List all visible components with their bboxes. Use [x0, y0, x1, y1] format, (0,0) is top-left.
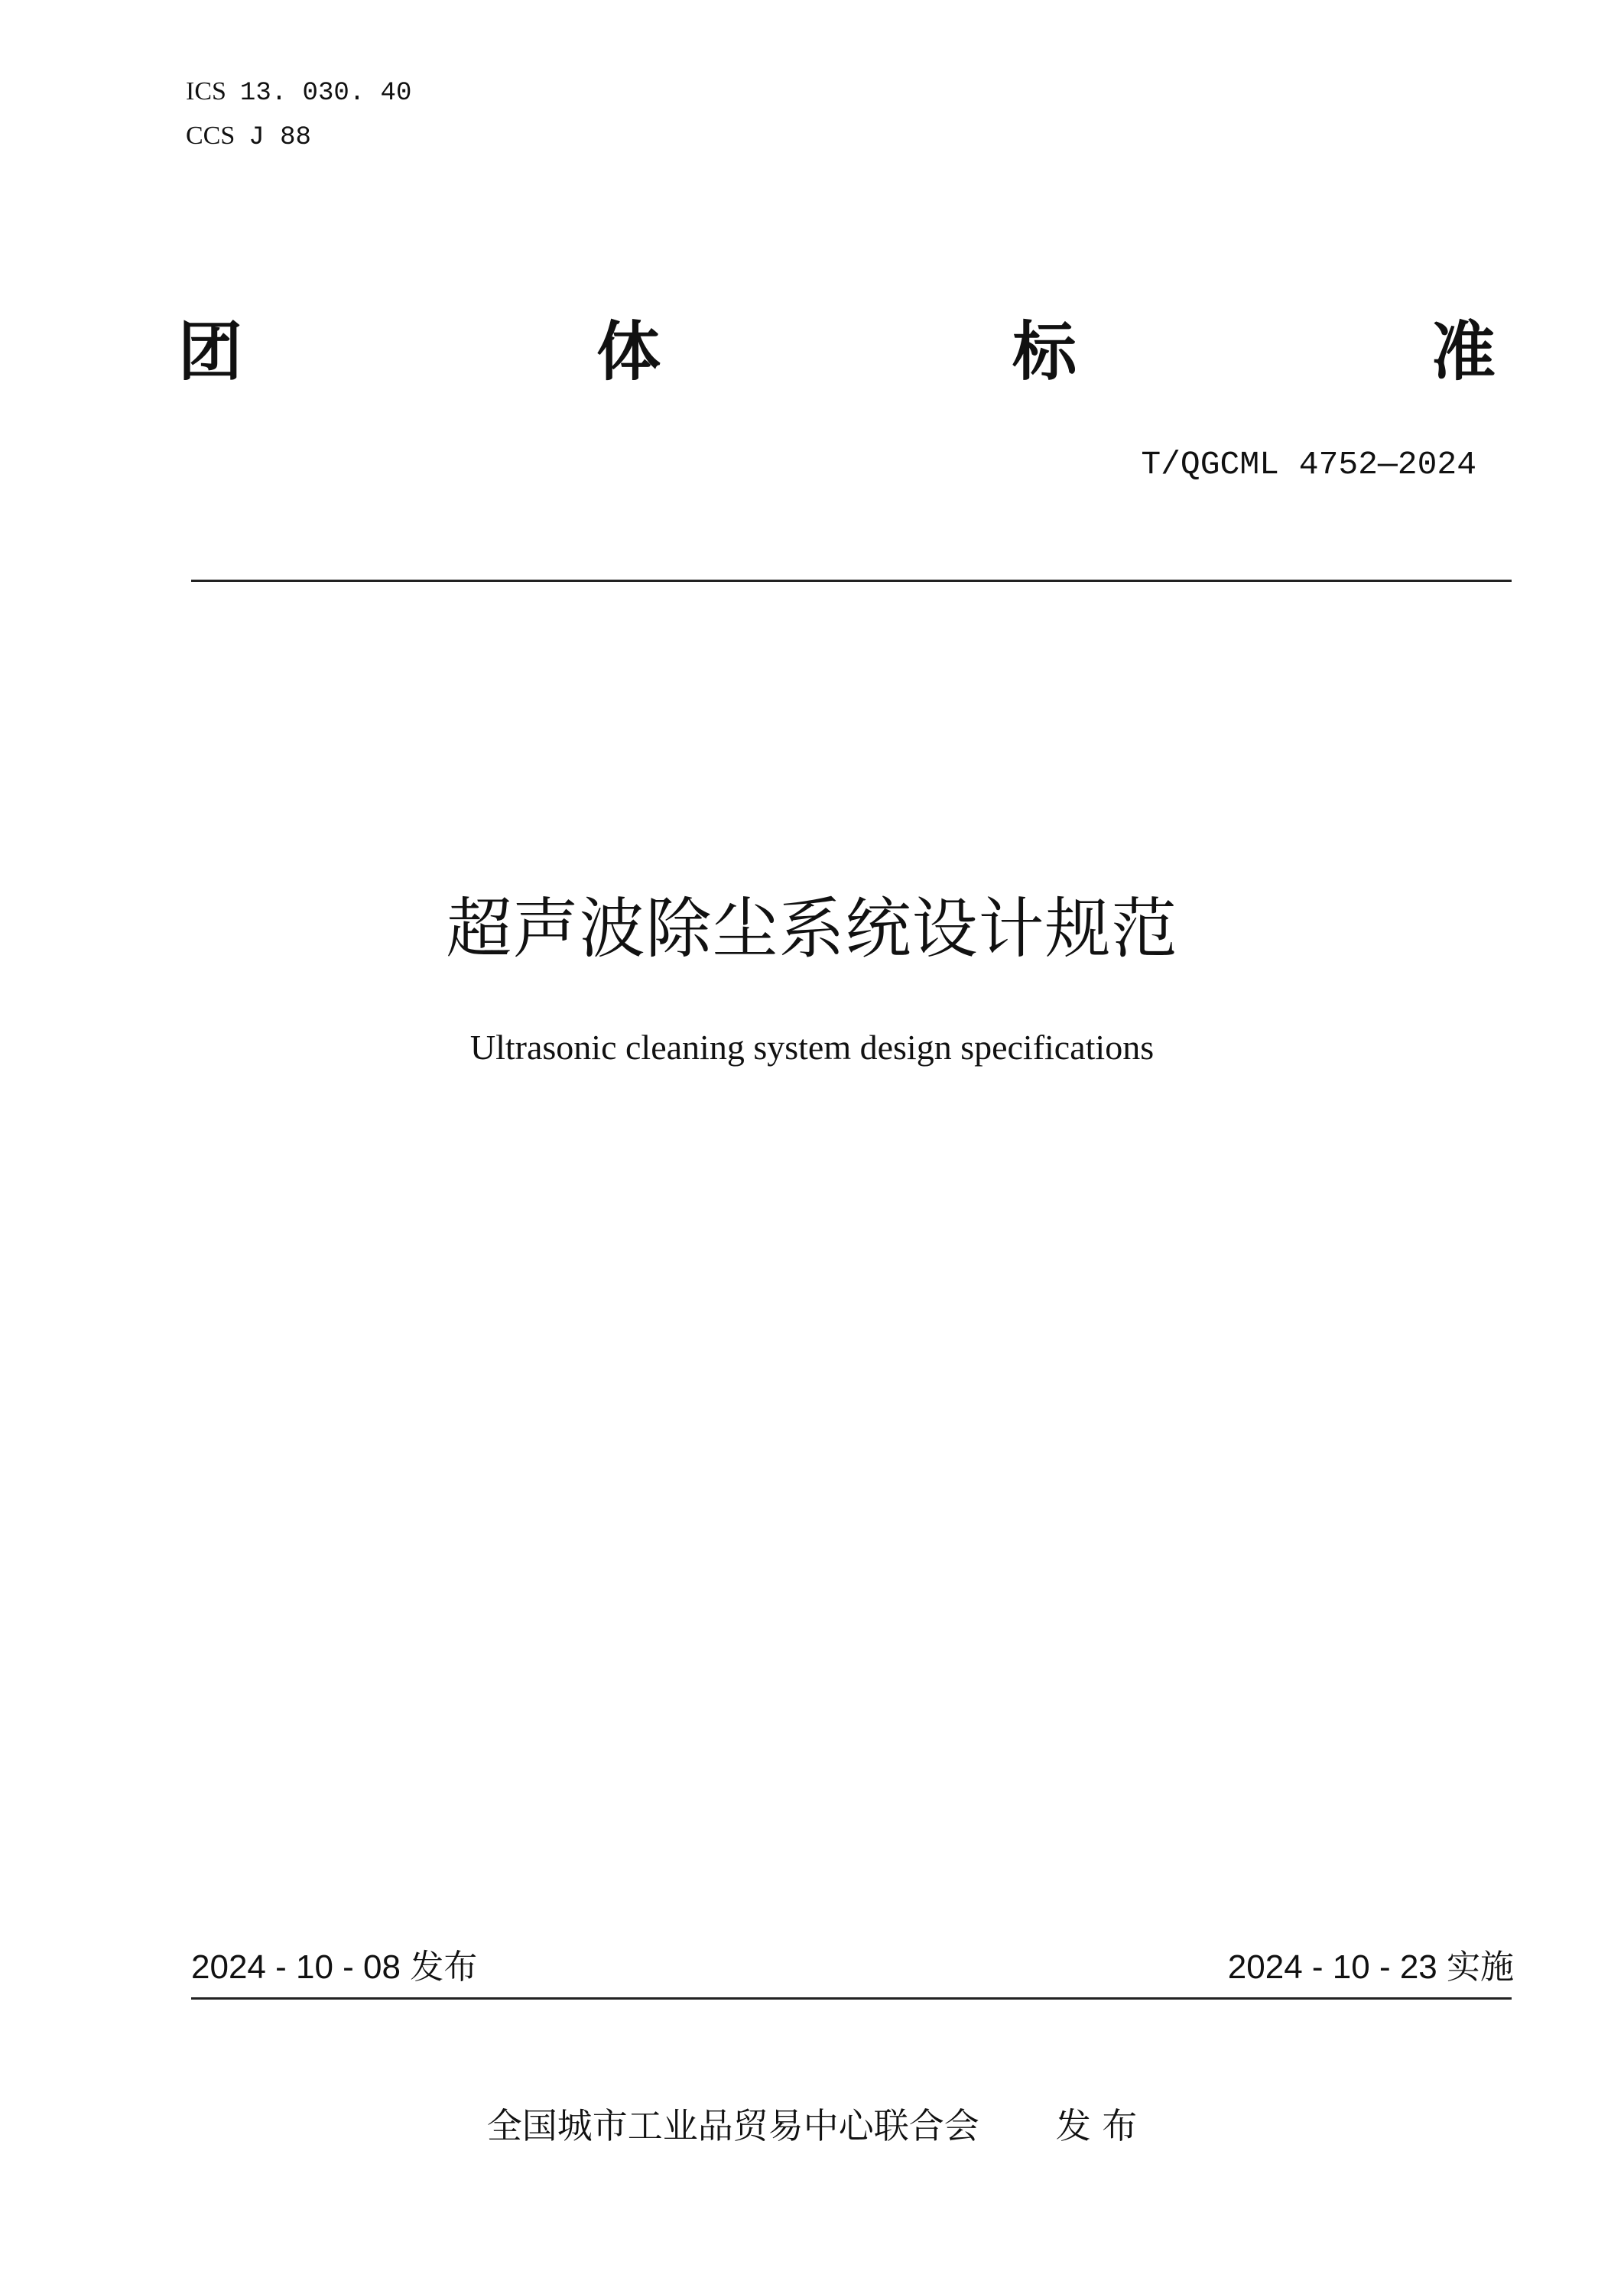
publisher-organization: 全国城市工业品贸易中心联合会	[486, 2105, 979, 2146]
ccs-value: J 88	[248, 123, 311, 152]
standard-type-char-2: 体	[596, 314, 661, 389]
document-title-english: Ultrasonic cleaning system design specifications	[469, 1028, 1155, 1067]
document-title-chinese: 超声波除尘系统设计规范	[446, 891, 1178, 967]
standard-type-char-1: 团	[178, 314, 243, 389]
footer-divider	[191, 1997, 1512, 2000]
publisher-action: 发 布	[1055, 2105, 1138, 2146]
standard-type-char-4: 准	[1431, 314, 1496, 389]
standard-number: T/QGCML 4752—2024	[1141, 446, 1476, 483]
ccs-code	[186, 121, 311, 153]
standard-type-char-3: 标	[1012, 314, 1077, 389]
publisher-line	[0, 2103, 1624, 2149]
ics-value: 13. 030. 40	[239, 79, 412, 108]
header-divider	[191, 580, 1512, 582]
ccs-label: CCS	[186, 122, 235, 150]
ics-label: ICS	[186, 77, 226, 106]
ics-code	[186, 76, 411, 109]
implement-date: 2024 - 10 - 23 实施	[1227, 1948, 1514, 1986]
publish-date: 2024 - 10 - 08 发布	[191, 1948, 478, 1986]
